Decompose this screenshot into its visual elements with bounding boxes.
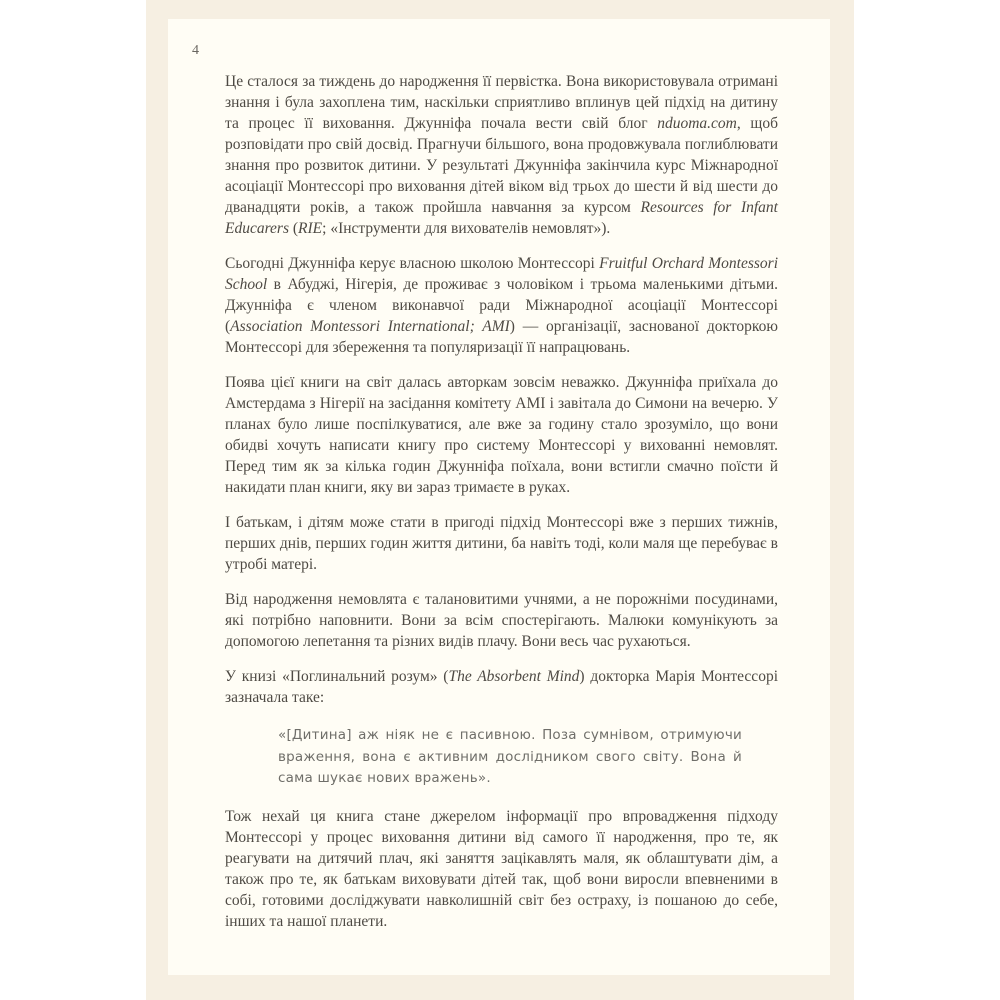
text-run: ) — організації, заснованої докторкою Монтессорі для збереження та популяризації її напрацювань. (225, 318, 778, 356)
text-run: Це сталося за тиждень до народження її первістка. Вона використовувала отримані знання і була захоплена тим, наскільки сприятливо вплинув цей підхід на дитину та процес її виховання. Джунніфа почала вести свій блог (225, 73, 778, 132)
italic-text-run: Association Montessori International; AMI (230, 318, 510, 335)
text-run: Сьогодні Джунніфа керує власною школою Монтессорі (225, 255, 600, 272)
body-paragraph (225, 253, 778, 358)
text-run: Поява цієї книги на світ далась авторкам зовсім неважко. Джунніфа приїхала до Амстердама з Нігерії на засідання комітету AMI і завітала до Симони на вечерю. У планах було лише поспілкуватися, але вже за годину стало зрозуміло, що вони обидві хочуть написати книгу про систему Монтессорі у вихованні немовлят. Перед тим як за кілька годин Джунніфа поїхала, вони встигли смачно поїсти й накидати план книги, яку ви зараз тримаєте в руках. (225, 374, 778, 496)
italic-text-run: Fruitful Orchard Montessori School (225, 255, 779, 293)
text-run: «[Дитина] аж ніяк не є пасивною. Поза сумнівом, отримуючи враження, вона є активним дослідником свого світу. Вона й сама шукає нових вражень». (278, 727, 742, 786)
text-run: У книзі «Поглинальний розум» ( (225, 668, 449, 685)
italic-text-run: nduoma.com (657, 115, 737, 132)
italic-text-run: RIE (298, 220, 323, 237)
text-run: ( (289, 220, 299, 237)
page-number: 4 (192, 43, 199, 58)
body-paragraph (225, 512, 778, 575)
book-page (168, 19, 830, 975)
quote-paragraph (278, 725, 742, 790)
text-run: в Абуджі, Нігерія, де проживає з чоловіком і трьома маленькими дітьми. Джунніфа є членом виконавчої ради Міжнародної асоціації Монтессорі ( (225, 276, 778, 335)
body-paragraph (225, 372, 778, 498)
text-run: Від народження немовлята є талановитими учнями, а не порожніми посудинами, які потрібно наповнити. Вони за всім спостерігають. Малюки комунікують за допомогою лепетання та різних видів плачу. Вони весь час рухаються. (225, 591, 778, 650)
text-run: ) докторка Марія Монтессорі зазначала таке: (225, 668, 778, 706)
text-run: , щоб розповідати про свій досвід. Прагнучи більшого, вона продовжувала поглиблювати знання про розвиток дитини. У результаті Джунніфа закінчила курс Міжнародної асоціації Монтессорі про виховання дітей віком від трьох до шести й від шести до дванадцяти років, а також пройшла навчання за курсом (225, 115, 778, 216)
text-run: І батькам, і дітям може стати в пригоді підхід Монтессорі вже з перших тижнів, перших днів, перших годин життя дитини, ба навіть тоді, коли маля ще перебуває в утробі матері. (225, 514, 778, 573)
italic-text-run: The Absorbent Mind (448, 668, 580, 685)
body-paragraph (225, 589, 778, 652)
body-paragraph (225, 666, 778, 708)
page-mat (146, 0, 854, 1000)
body-paragraph (225, 71, 778, 239)
text-run: Тож нехай ця книга стане джерелом інформації про впровадження підходу Монтессорі у процес виховання дитини від самого її народження, про те, як реагувати на дитячий плач, які заняття зацікавлять маля, як облаштувати дім, а також про те, як батькам виховувати дітей так, щоб вони виросли впевненими в собі, готовими досліджувати навколишній світ без остраху, із пошаною до себе, інших та нашої планети. (225, 807, 778, 930)
page-content (225, 71, 778, 946)
body-paragraph (225, 806, 778, 932)
italic-text-run: Resources for Infant Educarers (225, 199, 778, 237)
text-run: ; «Інструменти для вихователів немовлят»). (322, 220, 611, 237)
